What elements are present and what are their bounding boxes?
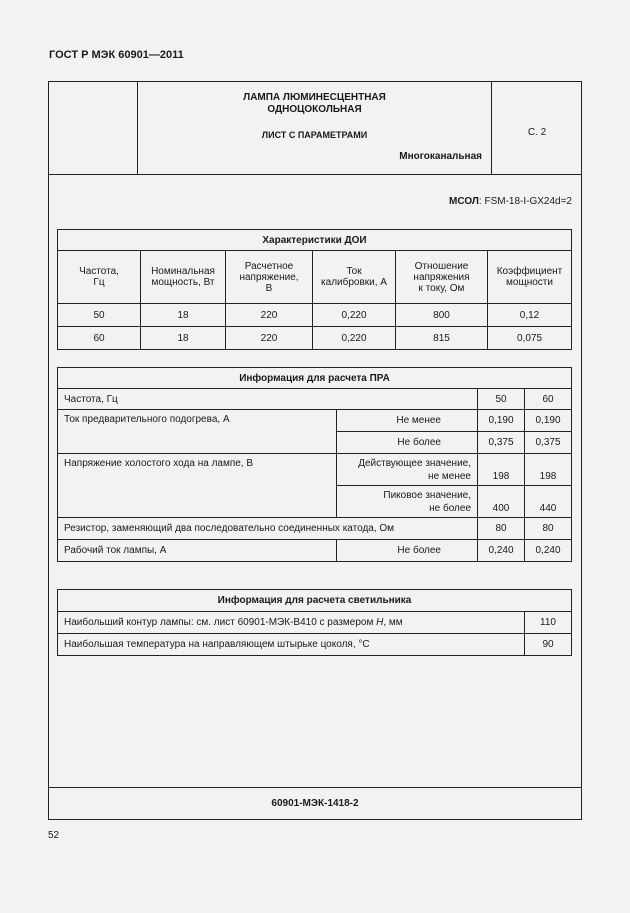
table-row: 60 18 220 0,220 815 0,075 (58, 327, 572, 350)
msol-label: МСОЛ (449, 196, 479, 207)
doi-table-title: Характеристики ДОИ (58, 230, 572, 251)
pra-table-title: Информация для расчета ПРА (58, 368, 572, 389)
page-reference: С. 2 (527, 127, 547, 138)
lamp-title-line1: ЛАМПА ЛЮМИНЕСЦЕНТНАЯ (243, 92, 386, 103)
table-row: Ток предварительного подогрева, А Не менее 0,190 0,190 (58, 410, 572, 432)
table-row: Наибольшая температура на направляющем штырьке цоколя, °С 90 (58, 634, 572, 656)
pra-frequency-label: Частота, Гц (58, 389, 478, 410)
table-row: Рабочий ток лампы, А Не более 0,240 0,240 (58, 540, 572, 562)
pra-ocv-label: Напряжение холостого хода на лампе, В (58, 454, 337, 518)
doi-col-ratio: Отношение напряжения к току, Ом (396, 251, 488, 304)
msol-designation (300, 196, 572, 207)
luminaire-table (57, 589, 572, 656)
table-row: Напряжение холостого хода на лампе, В Действующее значение, не менее 198 198 (58, 454, 572, 486)
table-row: Не более 0,375 0,375 (58, 432, 572, 454)
doi-table (57, 229, 572, 350)
table-row: Пиковое значение, не более 400 440 (58, 486, 572, 518)
table-row: Частота, Гц 50 60 (58, 389, 572, 410)
doi-col-power-factor: Коэффициент мощности (488, 251, 572, 304)
pra-preheat-label: Ток предварительного подогрева, А (58, 410, 337, 454)
sheet-title: ЛИСТ С ПАРАМЕТРАМИ (261, 130, 368, 140)
lamp-type: Многоканальная (399, 151, 482, 162)
doi-col-frequency: Частота, Гц (58, 251, 141, 304)
pra-resistor-label: Резистор, заменяющий два последовательно соединенных катода, Ом (58, 518, 478, 540)
luminaire-table-title: Информация для расчета светильника (58, 590, 572, 612)
table-row: Наибольший контур лампы: см. лист 60901-МЭК-В410 с размером H, мм 110 (58, 612, 572, 634)
luminaire-temperature-label: Наибольшая температура на направляющем штырьке цоколя, °С (58, 634, 525, 656)
document-header: ГОСТ Р МЭК 60901—2011 (49, 49, 184, 61)
table-row: 50 18 220 0,220 800 0,12 (58, 304, 572, 327)
msol-value: : FSM-18-I-GX24d=2 (478, 196, 572, 207)
doi-col-voltage: Расчетное напряжение, В (226, 251, 313, 304)
lamp-title (137, 92, 492, 116)
doi-col-power: Номинальная мощность, Вт (141, 251, 226, 304)
doi-col-current: Ток калибровки, А (313, 251, 396, 304)
table-row: Резистор, заменяющий два последовательно соединенных катода, Ом 80 80 (58, 518, 572, 540)
footer-divider (48, 787, 582, 788)
pra-table (57, 367, 572, 562)
pra-working-current-label: Рабочий ток лампы, А (58, 540, 337, 562)
lamp-title-line2: ОДНОЦОКОЛЬНАЯ (267, 104, 362, 115)
page-number: 52 (48, 830, 60, 841)
luminaire-contour-label: Наибольший контур лампы: см. лист 60901-МЭК-В410 с размером H, мм (58, 612, 525, 634)
sheet-code: 60901-МЭК-1418-2 (271, 798, 359, 809)
